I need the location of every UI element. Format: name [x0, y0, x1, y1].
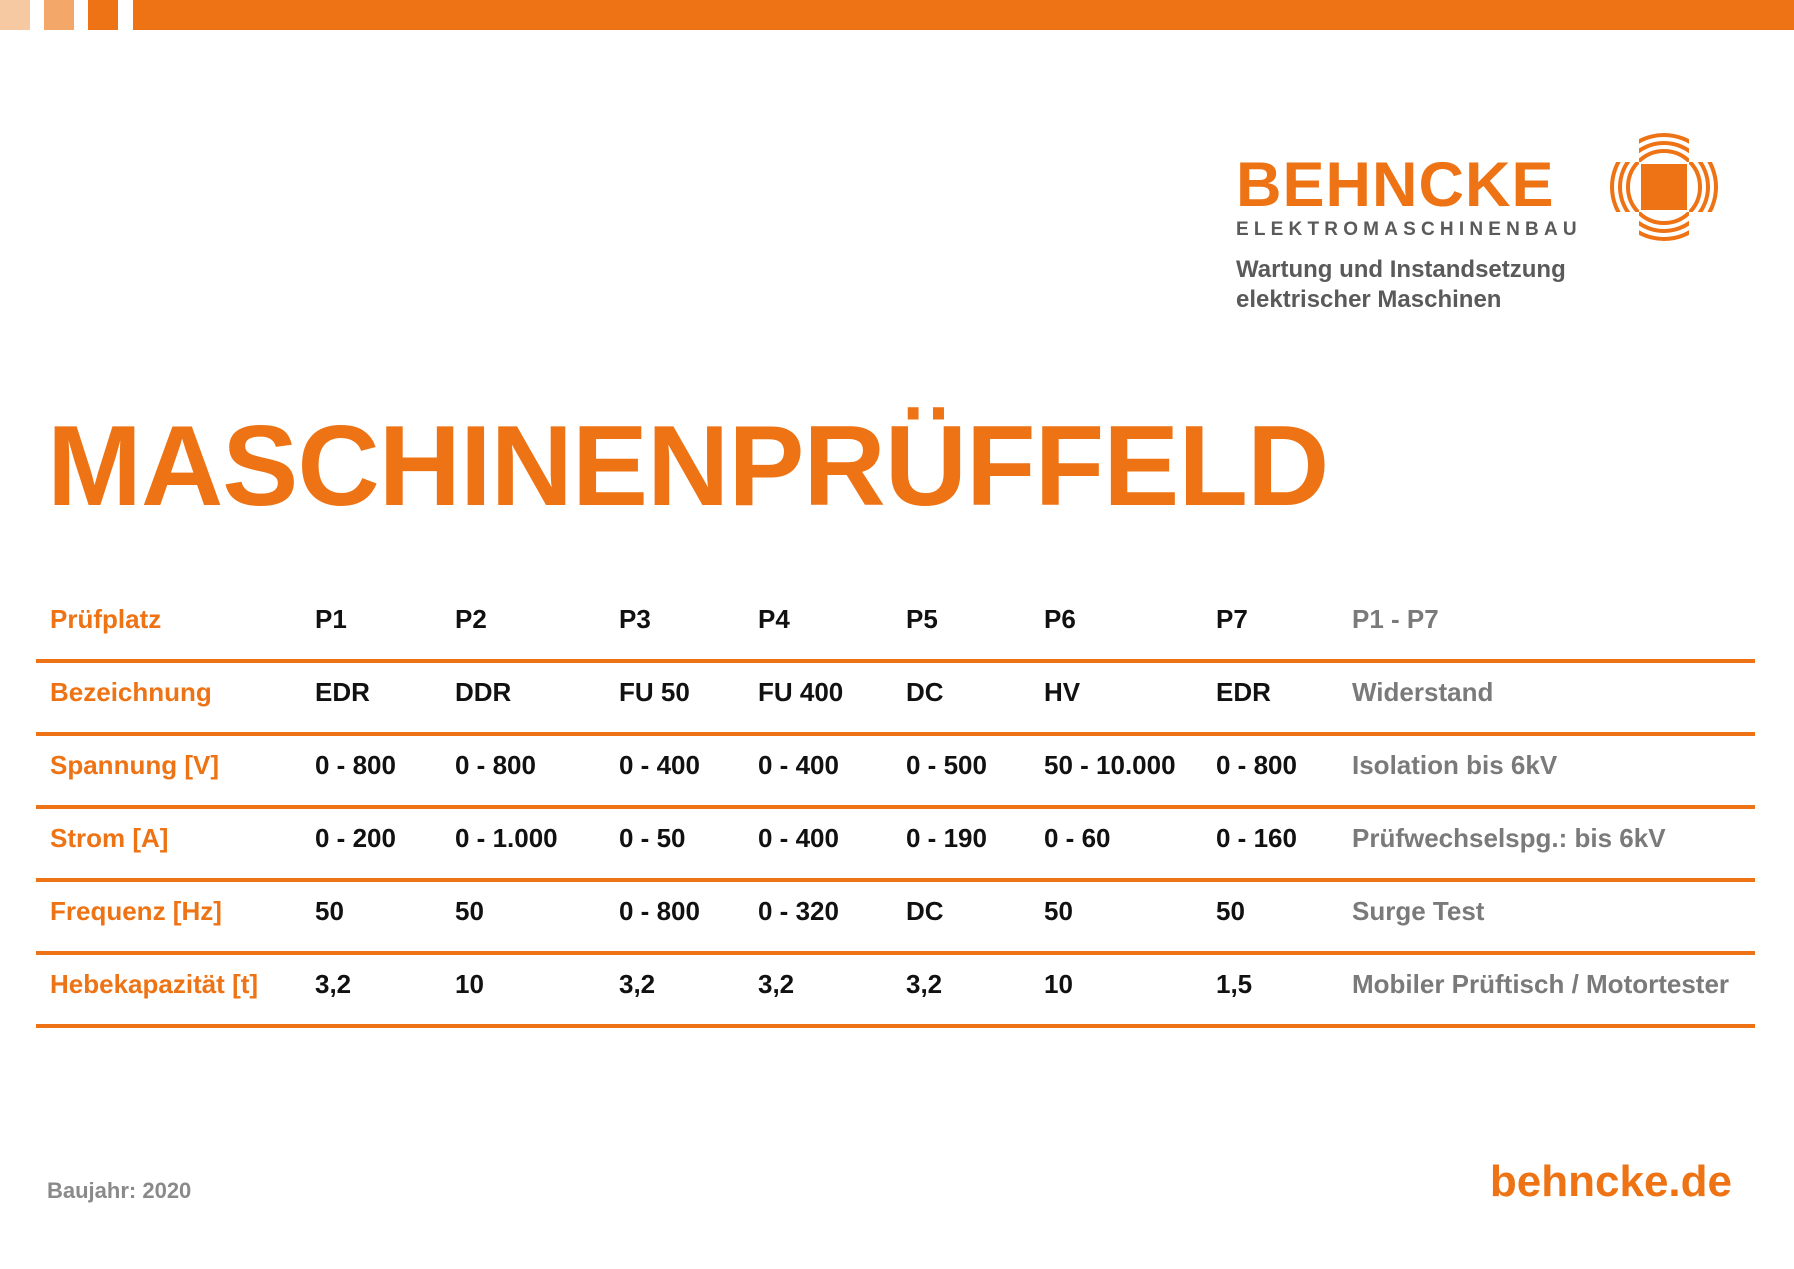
- table-cell: DC: [906, 896, 944, 926]
- row-label: Hebekapazität [t]: [50, 969, 259, 999]
- website-url: behncke.de: [1489, 1157, 1732, 1206]
- table-cell: 0 - 500: [906, 750, 987, 780]
- table-row-pruefplatz: [36, 590, 1755, 663]
- table-cell: P4: [758, 604, 790, 634]
- table-cell: P7: [1216, 604, 1248, 634]
- row-note: Mobiler Prüftisch / Motortester: [1352, 969, 1730, 999]
- table-cell: 1,5: [1216, 969, 1253, 999]
- brand-tagline: [1236, 255, 1566, 315]
- table-cell: 0 - 800: [315, 750, 396, 780]
- brand-name: BEHNCKE: [1236, 150, 1555, 220]
- table-row-bezeichnung: [36, 663, 1755, 736]
- table-cell: EDR: [1216, 677, 1271, 707]
- row-label: Bezeichnung: [50, 677, 212, 707]
- page-title: MASCHINENPRÜFFELD: [47, 403, 1329, 530]
- row-label: Prüfplatz: [50, 604, 162, 634]
- table-cell: 3,2: [758, 969, 795, 999]
- brand-subtitle: ELEKTROMASCHINENBAU: [1236, 219, 1582, 240]
- table-cell: 0 - 160: [1216, 823, 1297, 853]
- table-cell: 50: [455, 896, 484, 926]
- table-cell: FU 50: [619, 677, 690, 707]
- table-cell: 10: [455, 969, 484, 999]
- row-note: Surge Test: [1352, 896, 1485, 926]
- row-note: P1 - P7: [1352, 604, 1439, 634]
- decor-square-dark: [88, 0, 118, 30]
- row-label: Frequenz [Hz]: [50, 896, 222, 926]
- tagline-line-2: elektrischer Maschinen: [1236, 286, 1502, 313]
- table-cell: 3,2: [315, 969, 352, 999]
- table-row-frequenz: [36, 882, 1755, 955]
- table-row-strom: [36, 809, 1755, 882]
- table-cell: 0 - 400: [619, 750, 700, 780]
- build-year: Baujahr: 2020: [47, 1178, 192, 1203]
- table-cell: 50: [315, 896, 344, 926]
- table-cell: 3,2: [619, 969, 656, 999]
- table-cell: 10: [1044, 969, 1073, 999]
- table-cell: 0 - 320: [758, 896, 839, 926]
- concentric-rings-cross-icon: [1609, 132, 1719, 242]
- table-cell: 0 - 200: [315, 823, 396, 853]
- table-cell: P6: [1044, 604, 1076, 634]
- table-cell: 0 - 1.000: [455, 823, 558, 853]
- table-cell: DDR: [455, 677, 512, 707]
- table-cell: P3: [619, 604, 651, 634]
- table-cell: 0 - 800: [619, 896, 700, 926]
- table-cell: 50: [1216, 896, 1245, 926]
- table-cell: 3,2: [906, 969, 943, 999]
- table-cell: FU 400: [758, 677, 844, 707]
- test-bench-spec-table: [36, 590, 1755, 1028]
- table-cell: 0 - 400: [758, 750, 839, 780]
- decor-square-medium: [44, 0, 74, 30]
- table-cell: P1: [315, 604, 347, 634]
- table-cell: P2: [455, 604, 487, 634]
- decor-square-light: [0, 0, 30, 30]
- table-cell: 0 - 190: [906, 823, 987, 853]
- table-cell: 0 - 800: [455, 750, 536, 780]
- row-note: Isolation bis 6kV: [1352, 750, 1558, 780]
- table-row-hebekapazitaet: [36, 955, 1755, 1028]
- table-cell: 0 - 50: [619, 823, 686, 853]
- top-accent-bar: [133, 0, 1794, 30]
- row-note: Prüfwechselspg.: bis 6kV: [1352, 823, 1666, 853]
- table-row-spannung: [36, 736, 1755, 809]
- table-cell: 0 - 800: [1216, 750, 1297, 780]
- table-cell: 50: [1044, 896, 1073, 926]
- row-label: Spannung [V]: [50, 750, 219, 780]
- table-cell: HV: [1044, 677, 1081, 707]
- row-note: Widerstand: [1352, 677, 1494, 707]
- table-cell: 50 - 10.000: [1044, 750, 1176, 780]
- table-cell: 0 - 400: [758, 823, 839, 853]
- tagline-line-1: Wartung und Instandsetzung: [1236, 256, 1566, 283]
- row-label: Strom [A]: [50, 823, 169, 853]
- table-cell: EDR: [315, 677, 370, 707]
- table-cell: DC: [906, 677, 944, 707]
- table-cell: 0 - 60: [1044, 823, 1111, 853]
- table-cell: P5: [906, 604, 938, 634]
